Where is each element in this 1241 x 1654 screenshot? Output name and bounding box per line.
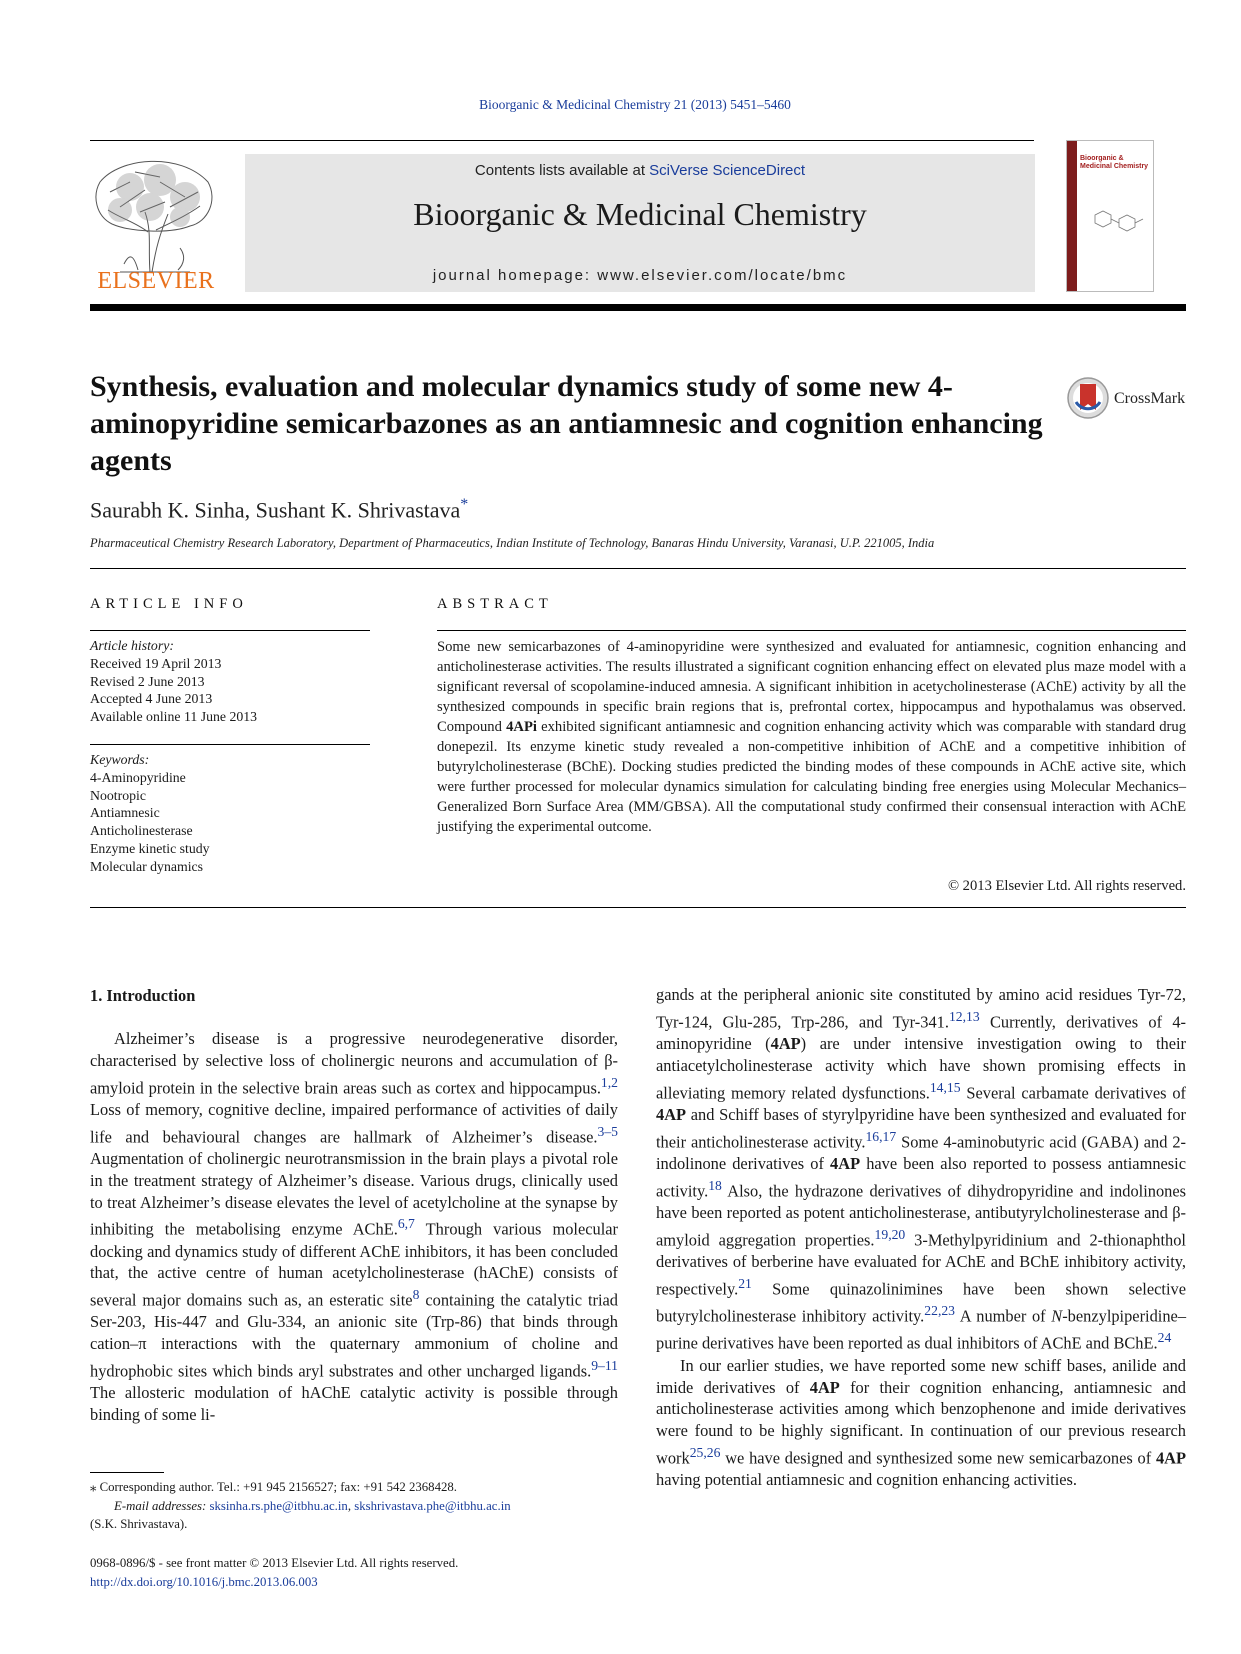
body-column-right: [656, 984, 1186, 1491]
keywords-list: [90, 751, 370, 876]
divider: [90, 568, 1186, 569]
divider: [90, 744, 370, 745]
doi-link[interactable]: http://dx.doi.org/10.1016/j.bmc.2013.06.003: [90, 1574, 318, 1589]
article-info-heading: ARTICLE INFO: [90, 596, 248, 612]
keyword: 4-Aminopyridine: [90, 769, 186, 785]
front-matter: [90, 1554, 618, 1591]
abstract-text-part: Some new semicarbazones of 4-aminopyridine were synthesized and evaluated for antiamnesic, cognition enhancing and anticholinesterase activities. The results illustrated a significant cognition enhancing effect on elevated plus maze model with a significant reversal of scopolamine-induced amnesia. A significant inhibition in acetycholinesterase (AChE) activity by all the synthesized compounds in specific brain regions that is, prefrontal cortex, hippocampus and hypothalamus was observed. Compound: [437, 639, 1186, 735]
abstract-text-part: exhibited significant antiamnesic and cognition enhancing activity which was comparable with standard drug donepezil. Its enzyme kinetic study revealed a non-competitive inhibition of AChE and a competitive inhibition of butyrylcholinesterase (BChE). Docking studies predicted the binding modes of these compounds in AChE active site, which were further processed for molecular dynamics simulation for calculating binding free energies using Molecular Mechanics–Generalized Born Surface Area (MM/GBSA). All the computational study confirmed their consensual interaction with AChE justifying the experimental outcome.: [437, 719, 1187, 835]
compound-label: 4APi: [506, 719, 537, 735]
history-accepted: Accepted 4 June 2013: [90, 691, 213, 707]
article-title: Synthesis, evaluation and molecular dynamics study of some new 4-aminopyridine semicarbazones as an antiamnesic and cognition enhancing agents: [90, 370, 1043, 477]
footnote-rule: [90, 1472, 164, 1473]
journal-banner: [245, 154, 1035, 292]
email-label: E-mail addresses:: [114, 1498, 207, 1513]
keyword: Antiamnesic: [90, 805, 160, 821]
divider: [90, 907, 1186, 908]
article-history: [90, 637, 370, 726]
history-online: Available online 11 June 2013: [90, 709, 258, 725]
body-paragraph: gands at the peripheral anionic site constituted by amino acid residues Tyr-72, Tyr-124, Glu-285, Trp-286, and Tyr-341.$^{12,13}$ Currently, derivatives of 4-aminopyridine (4AP) are under intensive investigation owing to their antiacetylcholinesterase activity which have shown promising effects in alleviating memory related dysfunctions.$^{14,15}$ Several carbamate derivatives of 4AP and Schiff bases of styrylpyridine have been synthesized and evaluated for their anticholinesterase activity.$^{16,17}$ Some 4-aminobutyric acid (GABA) and 2-indolinone derivatives of 4AP have been also reported to possess antiamnesic activity.$^{18}$ Also, the hydrazone derivatives of dihydropyridine and indolinones have been reported as potent anticholinesterase, antibutyrylcholinesterase and β-amyloid aggregation properties.$^{19,20}$ 3-Methylpyridinium and 2-thionaphthol derivatives of berberine have evaluated for AChE and BChE inhibitory activity, respectively.$^{21}$ Some quinazolinimines have been shown selective butyrylcholinesterase inhibitory activity.$^{22,23}$ A number of N-benzylpiperidine–purine derivatives have been reported as dual inhibitors of AChE and BChE.$^{24}$: [656, 985, 1187, 1353]
cover-molecule-icon: [1087, 201, 1147, 241]
body-column-left: [90, 1028, 618, 1426]
header-rule: [90, 140, 1034, 141]
keyword: Molecular dynamics: [90, 858, 204, 874]
footnote: [90, 1478, 618, 1534]
history-revised: Revised 2 June 2013: [90, 673, 205, 689]
keywords-label: Keywords:: [90, 752, 150, 767]
contents-line: [245, 162, 1035, 179]
cover-band: [1067, 141, 1077, 292]
history-label: Article history:: [90, 638, 174, 653]
corresponding-author-mark[interactable]: *: [460, 496, 469, 513]
body-paragraph: Alzheimer’s disease is a progressive neurodegenerative disorder, characterised by selective loss of cholinergic neurons and accumulation of β-amyloid protein in the selective brain areas such as cortex and hippocampus.$^{1,2}$ Loss of memory, cognitive decline, impaired performance of activities of daily life and behavioural changes are hallmark of Alzheimer’s disease.$^{3-5}$ Augmentation of cholinergic neurotransmission in the brain plays a pivotal role in the treatment strategy of Alzheimer’s disease. Various drugs, clinically used to treat Alzheimer’s disease elevates the level of acetylcholine at the synapse by inhibiting the metabolising enzyme AChE.$^{6,7}$ Through various molecular docking and dynamics study of different AChE inhibitors, it has been concluded that, the active centre of human acetylcholinesterase (hAChE) consists of several major domains such as, an esteratic site$^8$ containing the catalytic triad Ser-203, His-447 and Glu-334, an anionic site (Trp-86) that binds through cation–π interactions with the quaternary ammonium of choline and hydrophobic sites which binds aryl substrates and other uncharged ligands.$^{9-11}$ The allosteric modulation of hAChE catalytic activity is possible through binding of some li-: [90, 1029, 619, 1425]
keyword: Anticholinesterase: [90, 823, 193, 839]
journal-homepage-link[interactable]: journal homepage: www.elsevier.com/locate/bmc: [432, 267, 848, 284]
history-received: Received 19 April 2013: [90, 655, 222, 671]
journal-citation[interactable]: Bioorganic & Medicinal Chemistry 21 (2013) 5451–5460: [479, 97, 791, 112]
email-line: E-mail addresses: sksinha.rs.phe@itbhu.ac.in, skshrivastava.phe@itbhu.ac.in: [114, 1498, 511, 1513]
email-link[interactable]: skshrivastava.phe@itbhu.ac.in: [354, 1498, 511, 1513]
abstract-body: [437, 637, 1186, 837]
authors-text: Saurabh K. Sinha, Sushant K. Shrivastava: [90, 497, 461, 523]
affiliation: Pharmaceutical Chemistry Research Laboratory, Department of Pharmaceutics, Indian Institute of Technology, Banaras Hindu University, Varanasi, U.P. 221005, India: [90, 536, 935, 550]
sciencedirect-link[interactable]: SciVerse ScienceDirect: [649, 162, 806, 179]
email-link[interactable]: sksinha.rs.phe@itbhu.ac.in: [209, 1498, 348, 1513]
keyword: Nootropic: [90, 787, 146, 803]
author-list: [90, 496, 468, 523]
header-thick-rule: [90, 304, 1186, 311]
divider: [437, 630, 1186, 631]
elsevier-wordmark: ELSEVIER: [97, 268, 215, 294]
corresponding-author-note: ⁎ Corresponding author. Tel.: +91 945 2156527; fax: +91 542 2368428.: [90, 1480, 457, 1494]
abstract-heading: ABSTRACT: [437, 596, 553, 612]
section-heading-introduction: 1. Introduction: [90, 986, 196, 1005]
divider: [90, 630, 370, 631]
copyright-notice: © 2013 Elsevier Ltd. All rights reserved.: [947, 878, 1186, 894]
crossmark-label[interactable]: CrossMark: [1114, 390, 1186, 407]
journal-name: Bioorganic & Medicinal Chemistry: [413, 196, 867, 232]
cover-title: Bioorganic & Medicinal Chemistry: [1080, 155, 1149, 170]
body-paragraph: In our earlier studies, we have reported some new schiff bases, anilide and imide derivatives of 4AP for their cognition enhancing, antiamnesic and anticholinesterase activities among which benzophenone and imide derivatives were found to be highly significant. In continuation of our previous research work$^{25,26}$ we have designed and synthesized some new semicarbazones of 4AP having potential antiamnesic and cognition enhancing activities.: [656, 1355, 1187, 1490]
email-owner: (S.K. Shrivastava).: [90, 1517, 188, 1531]
contents-prefix: Contents lists available at: [474, 162, 650, 179]
issn-line: 0968-0896/$ - see front matter © 2013 Elsevier Ltd. All rights reserved.: [90, 1556, 459, 1570]
journal-cover-thumbnail[interactable]: [1066, 140, 1154, 292]
keyword: Enzyme kinetic study: [90, 840, 210, 856]
